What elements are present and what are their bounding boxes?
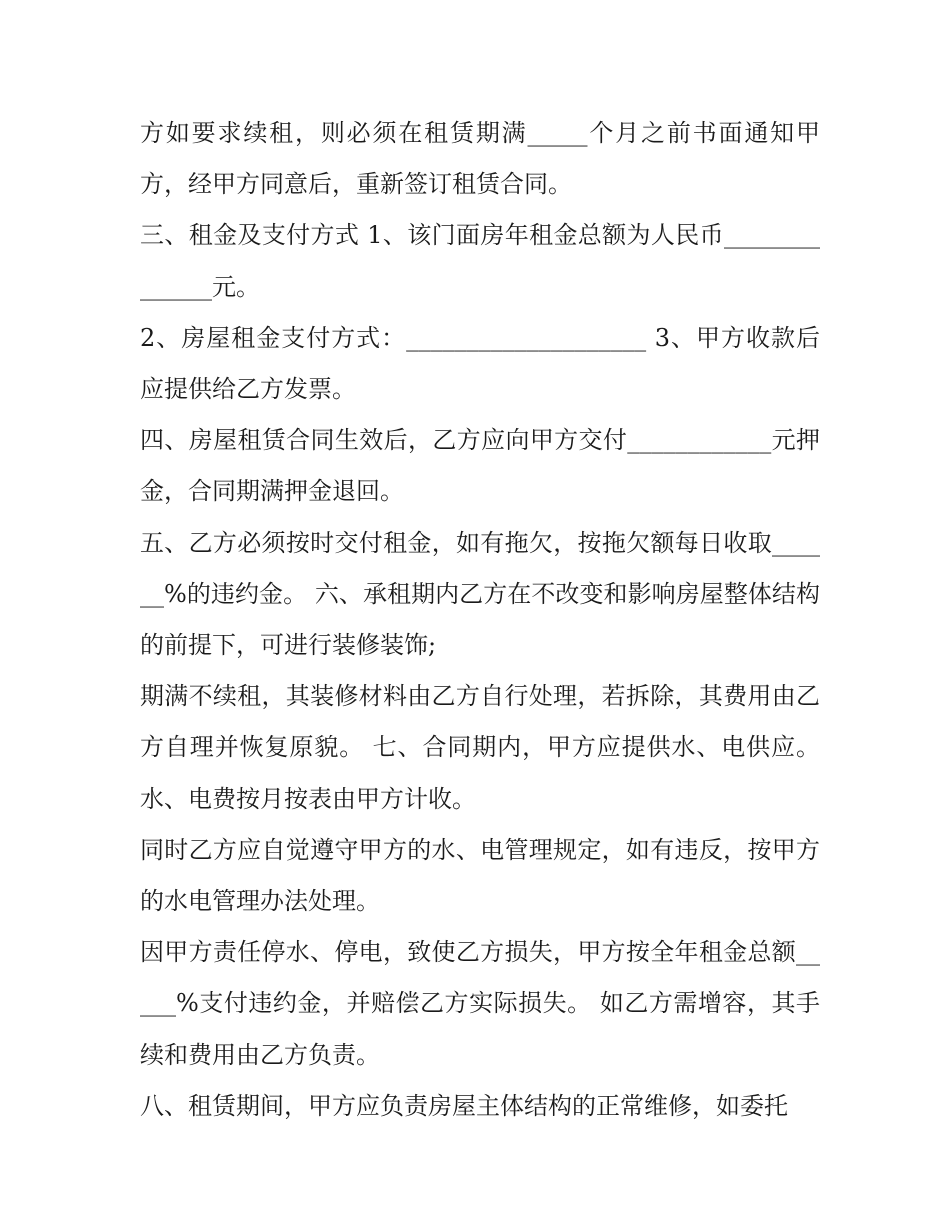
paragraph-late-penalty: 五、乙方必须按时交付租金，如有拖欠，按拖欠额每日收取______%的违约金。 六、承租期内乙方在不改变和影响房屋整体结构的前提下，可进行装修装饰; <box>140 528 820 660</box>
paragraph-outage-compensation: 因甲方责任停水、停电，致使乙方损失，甲方按全年租金总额_____%支付违约金，并赔偿乙方实际损失。 如乙方需增容，其手续和费用由乙方负责。 <box>140 938 820 1069</box>
paragraph-rent-total: 三、租金及支付方式 1、该门面房年租金总额为人民币______________元。 <box>140 221 820 301</box>
document-body <box>140 108 820 1132</box>
paragraph-maintenance: 八、租赁期间，甲方应负责房屋主体结构的正常维修，如委托 <box>140 1091 788 1120</box>
paragraph-payment-method: 2、房屋租金支付方式：____________________ 3、甲方收款后应提供给乙方发票。 <box>140 323 820 404</box>
paragraph-utility-rules: 同时乙方应自觉遵守甲方的水、电管理规定，如有违反，按甲方的水电管理办法处理。 <box>140 835 820 916</box>
paragraph-renewal-notice: 方如要求续租，则必须在租赁期满_____个月之前书面通知甲方，经甲方同意后，重新签订租赁合同。 <box>140 119 820 199</box>
paragraph-renovation: 期满不续租，其装修材料由乙方自行处理，若拆除，其费用由乙方自理并恢复原貌。 七、合同期内，甲方应提供水、电供应。 水、电费按月按表由甲方计收。 <box>140 682 820 813</box>
paragraph-deposit: 四、房屋租赁合同生效后，乙方应向甲方交付____________元押金，合同期满押金退回。 <box>140 426 820 506</box>
